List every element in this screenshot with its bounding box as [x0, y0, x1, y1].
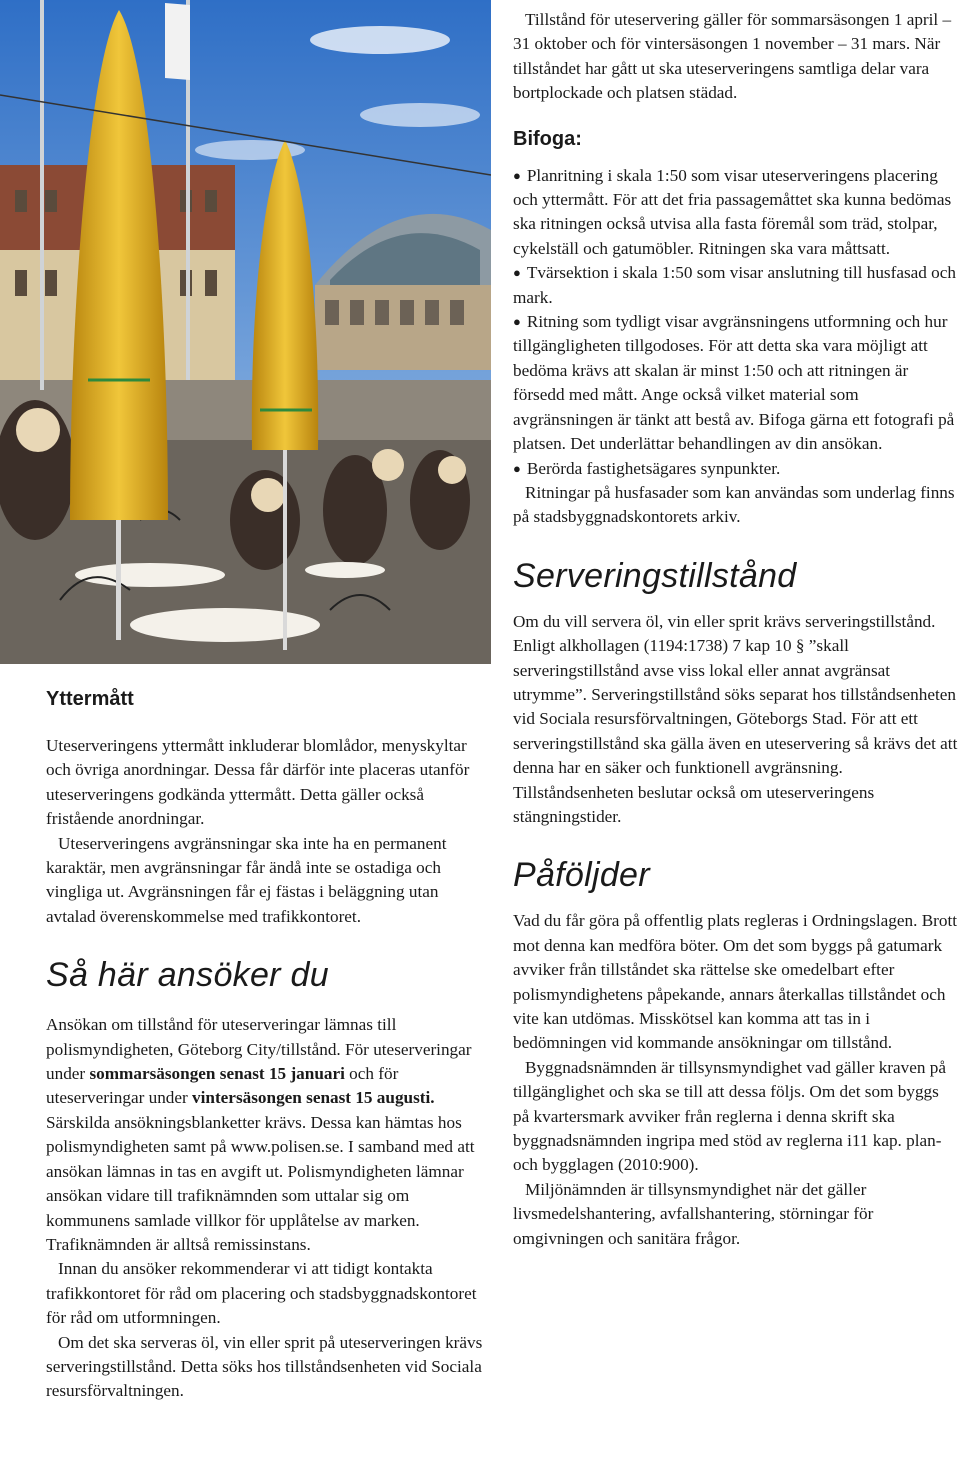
- yttermatt-heading: Yttermått: [46, 688, 134, 710]
- ansoker-paragraph-1: [46, 1013, 486, 1257]
- yttermatt-paragraph-2: Uteserveringens avgränsningar ska inte ha en permanent karaktär, men avgränsningar får ändå inte se ostadiga och vingliga ut. Avgränsningen får ej fästas i beläggning utan avtalad överenskommelse med trafikkontoret.: [46, 833, 447, 926]
- bifoga-note: Ritningar på husfasader som kan användas som underlag finns på stadsbyggnadskontorets arkiv.: [513, 482, 955, 527]
- left-column: [46, 686, 486, 1404]
- ansoker-paragraph-3: Om det ska serveras öl, vin eller sprit på uteserveringen krävs serveringstillstånd. Detta söks hos tillståndsenheten vid Sociala resursförvaltningen.: [46, 1332, 483, 1401]
- bifoga-heading: Bifoga:: [513, 127, 582, 150]
- pafoljder-paragraph-3: Miljönämnden är tillsynsmyndighet när det gäller livsmedelshantering, avfallshantering, störningar för omgivningen och sanitära frågor.: [513, 1179, 874, 1248]
- bifoga-item-avgransning: ● Ritning som tydligt visar avgränsningens utformning och hur tillgängligheten tillgodoses. För att detta ska vara möjligt att bedöma krävs att skalan är minst 1:50 och att ritningen är försedd med mått. Ange också vilket material som avgränsningen är tänkt att bestå av. Bifoga gärna ett fotografi på platsen. Det underlättar behandlingen av din ansökan.: [513, 310, 958, 456]
- bifoga-item-planritning: ● Planritning i skala 1:50 som visar uteserveringens placering och yttermått. För att det fria passagemåttet ska kunna bedömas ska ritningen också utvisa alla fasta föremål som träd, stolpar, cykelställ och gatumöbler. Ritningen ska vara måttsatt.: [513, 164, 958, 262]
- pafoljder-paragraph-2: Byggnadsnämnden är tillsynsmyndighet vad gäller kraven på tillgänglighet och ska se till att dessa följs. Om det som byggs på kvartersmark avviker från reglerna i denna skrift ska byggnadsnämnden ingripa med stöd av reglerna i11 kap. plan- och bygglagen (2010:900).: [513, 1057, 946, 1175]
- bifoga-item-fastighetsagare: ● Berörda fastighetsägares synpunkter.: [513, 457, 958, 481]
- right-column: [513, 8, 958, 1251]
- servering-heading: Serveringstillstånd: [513, 556, 797, 595]
- ansoker-text-c: och för uteserveringar under: [46, 1064, 399, 1108]
- ansoker-deadline-winter: vintersäsongen senast 15 augusti.: [192, 1088, 435, 1108]
- ansoker-paragraph-2: Innan du ansöker rekommenderar vi att tidigt kontakta trafikkontoret för råd om placering och stadsbyggnadskontoret för råd om utformningen.: [46, 1259, 477, 1328]
- servering-text: Om du vill servera öl, vin eller sprit krävs serveringstillstånd. Enligt alkhollagen (1194:1738) 7 kap 10 § ”skall serveringstillstånd avse viss lokal eller annat avgränsat utrymme”. Serveringstillstånd söks separat hos tillståndsenheten vid Sociala resursförvaltningen, Göteborgs Stad. För att ett serveringstillstånd ska gälla även en uteservering så krävs det att denna har en säker och funktionell avgränsning. Tillståndsenheten beslutar också om uteserveringens stängningstider.: [513, 611, 958, 826]
- yttermatt-paragraph-1: Uteserveringens yttermått inkluderar blomlådor, menyskyltar och övriga anordningar. Dessa får därför inte placeras utanför uteserveringens godkända yttermått. Detta gäller också fristående anordningar.: [46, 736, 470, 829]
- ansoker-text-a: Ansökan om tillstånd för uteserveringar lämnas till polismyndigheten, Göteborg City/tillstånd. För uteserveringar under: [46, 1015, 472, 1084]
- ansoker-text-d: Särskilda ansökningsblanketter krävs. Dessa kan hämtas hos polismyndigheten samt på www.polisen.se. I samband med att ansökan lämnas in tas en avgift ut. Polismyndigheten lämnar ansökan vidare till trafiknämnden som uttalar sig om kommunens samlade villkor för upplåtelse av marken. Trafiknämnden är alltså remissinstans.: [46, 1112, 475, 1254]
- ansoker-heading: Så här ansöker du: [46, 956, 329, 995]
- ansoker-deadline-summer: sommarsäsongen senast 15 januari: [89, 1064, 345, 1084]
- bifoga-item-tvarsektion: ● Tvärsektion i skala 1:50 som visar anslutning till husfasad och mark.: [513, 261, 958, 310]
- pafoljder-paragraph-1: Vad du får göra på offentlig plats regleras i Ordningslagen. Brott mot denna kan medföra böter. Om det som byggs på gatumark avviker från tillståndet ska rättelse ske omedelbart efter polismyndighetens påpekande, annars återkallas tillståndet och vite kan utdömas. Misskötsel kan komma att tas in i bedömningen vid kommande ansökningar om tillstånd.: [513, 911, 958, 1053]
- season-intro: Tillstånd för uteservering gäller för sommarsäsongen 1 april – 31 oktober och för vintersäsongen 1 november – 31 mars. När tillståndet har gått ut ska uteserveringens samtliga delar vara bortplockade och platsen städad.: [513, 10, 952, 103]
- cafe-photo: [0, 0, 491, 664]
- pafoljder-heading: Påföljder: [513, 856, 650, 895]
